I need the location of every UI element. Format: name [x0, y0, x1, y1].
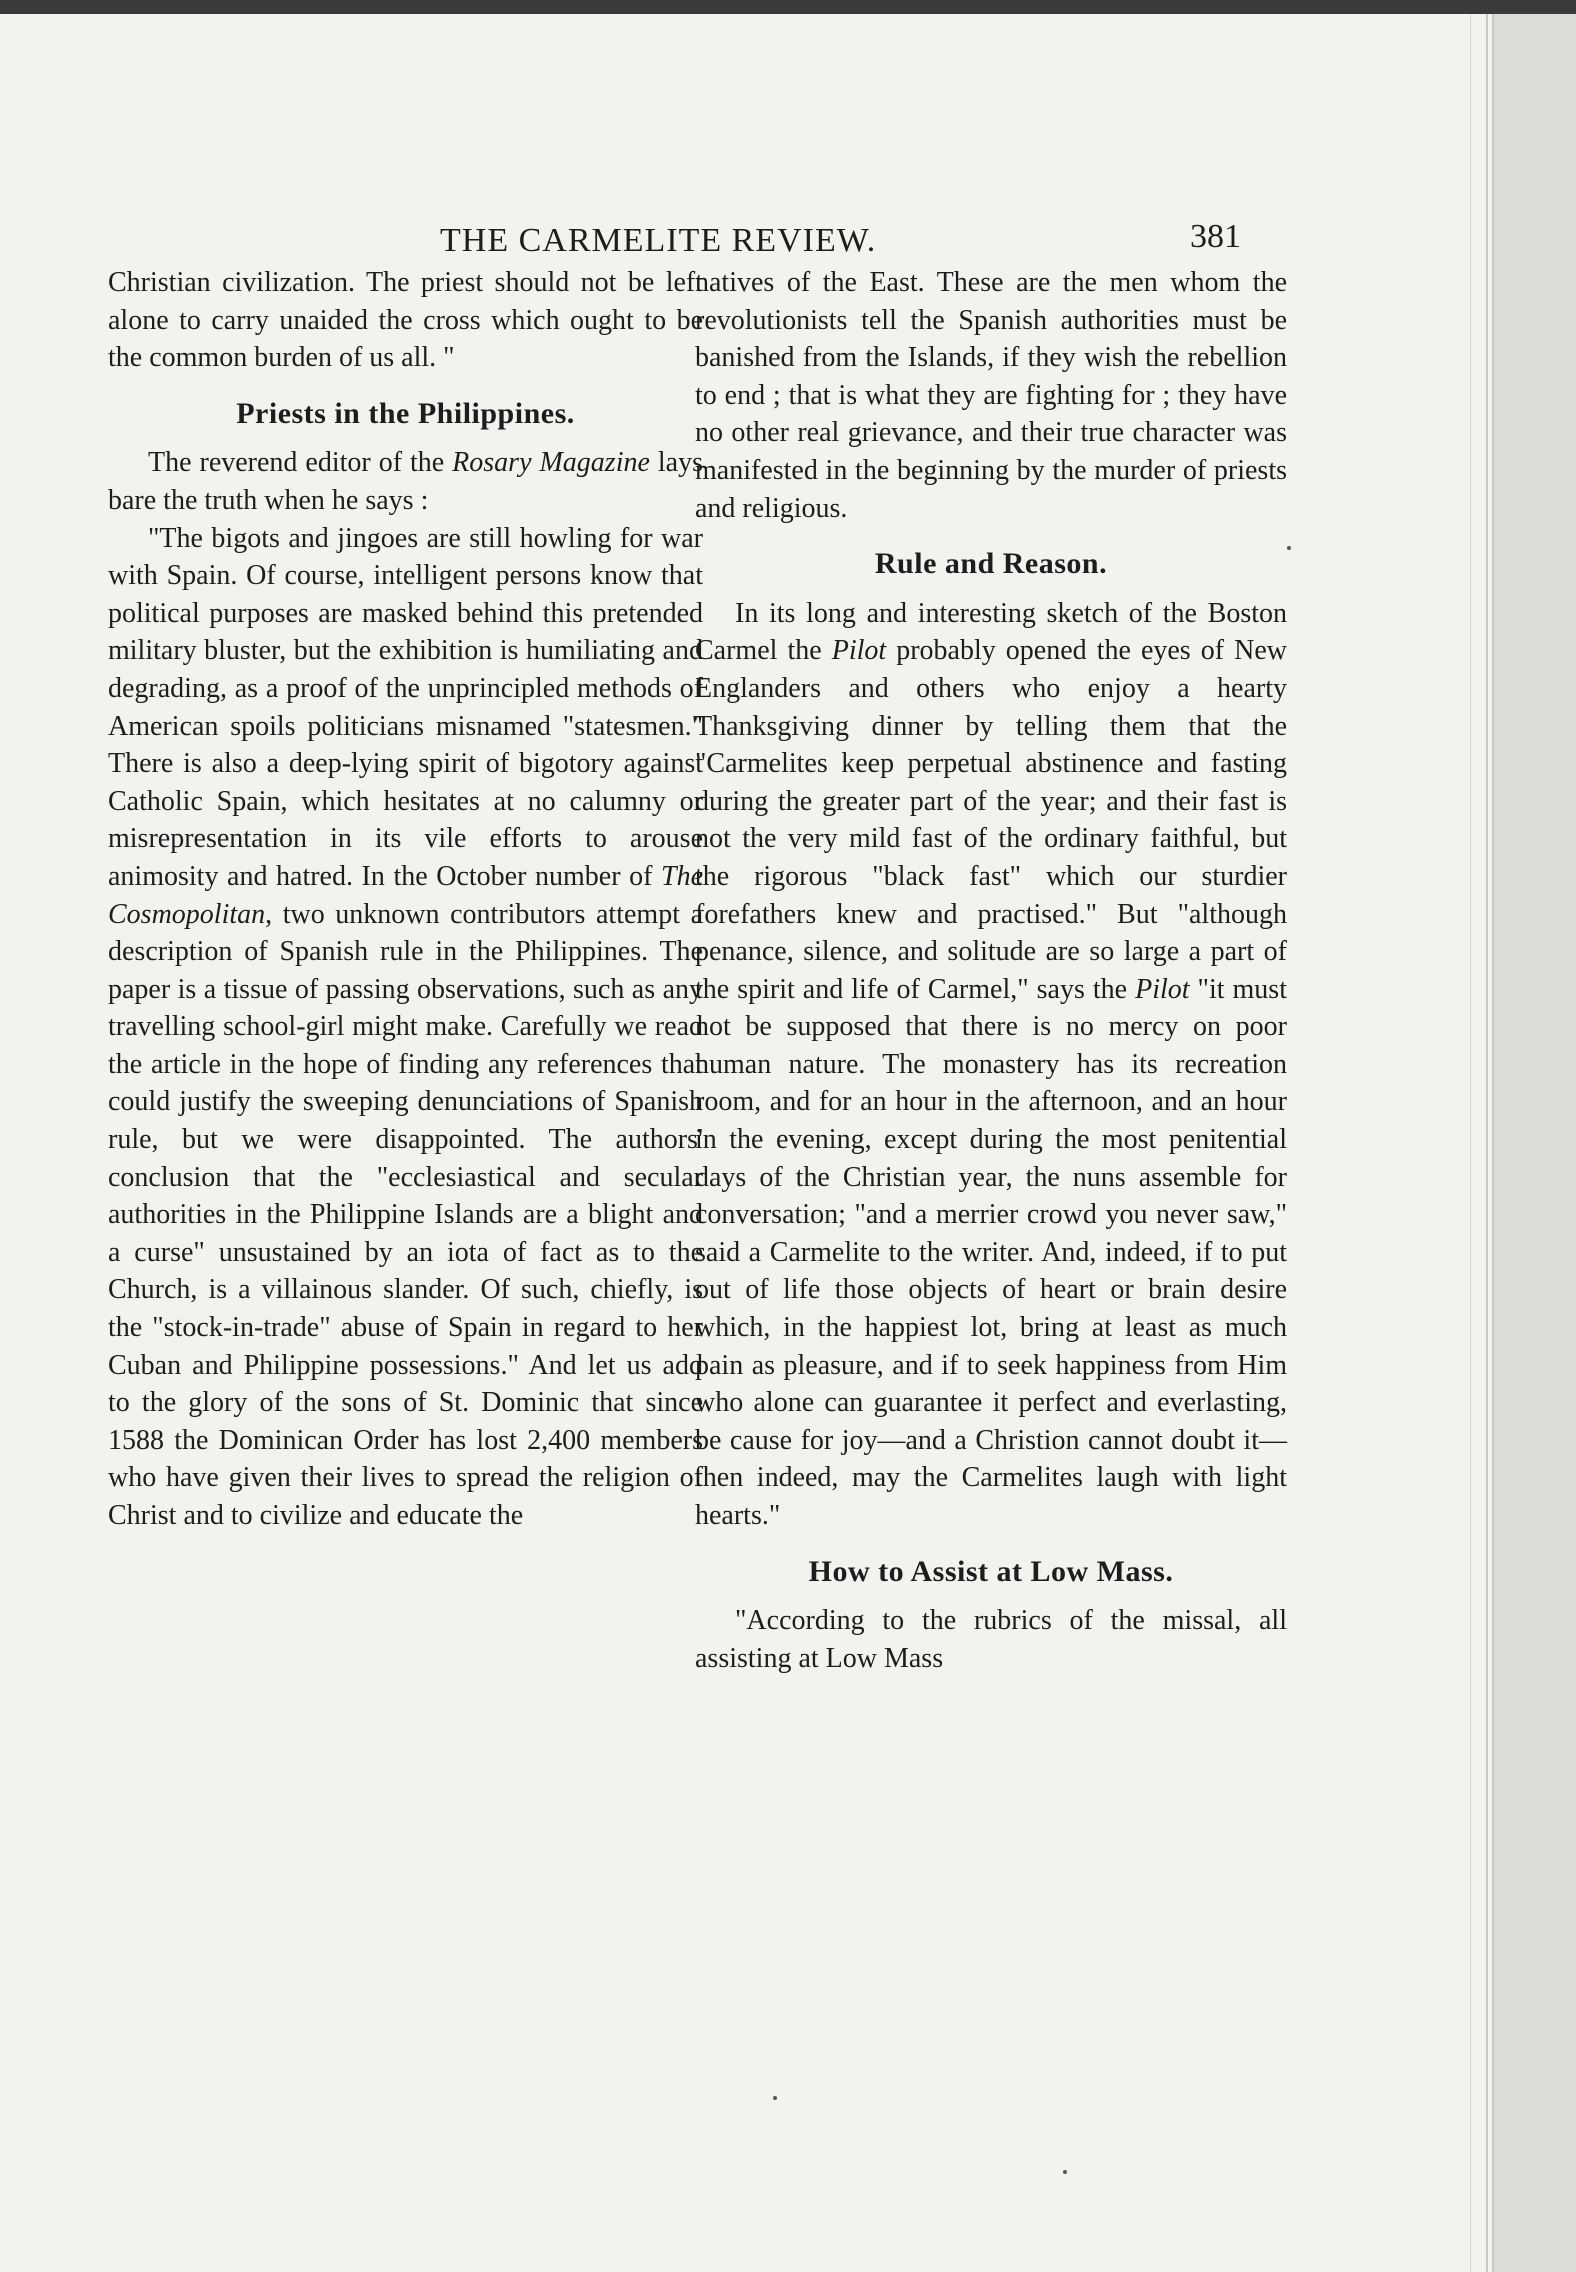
- publication-title: The Cosmopolitan: [108, 860, 703, 930]
- scan-speck: [1063, 2170, 1067, 2174]
- scan-speck: [1287, 546, 1291, 550]
- scan-right-margin: [1492, 14, 1576, 2272]
- left-column: [108, 264, 703, 1535]
- running-header: [110, 218, 1260, 268]
- scan-top-border: [0, 0, 1576, 14]
- paragraph: The reverend editor of the Rosary Magazine lays bare the truth when he says :: [108, 447, 703, 516]
- page-number: 381: [1190, 218, 1241, 255]
- journal-title: THE CARMELITE REVIEW.: [440, 222, 877, 259]
- paragraph: "According to the rubrics of the missal, all assisting at Low Mass: [695, 1605, 1287, 1674]
- publication-title: Pilot: [831, 635, 887, 667]
- publication-title: Pilot: [1135, 973, 1190, 1005]
- page-edge-line: [1470, 14, 1471, 2272]
- section-heading: Priests in the Philippines.: [236, 396, 575, 430]
- section-heading: How to Assist at Low Mass.: [808, 1554, 1174, 1588]
- right-column: [695, 264, 1287, 1677]
- quoted-paragraph: "The bigots and jingoes are still howling for war with Spain. Of course, intelligent persons know that political purposes are masked behind this pretended military bluster, but the exhibition is humiliating and degrading, as a proof of the unprincipled methods of American spoils politicians misnamed "statesmen." There is also a deep-lying spirit of bigotory against Catholic Spain, which hesitates at no calumny or misrepresentation in its vile efforts to arouse animosity and hatred. In the October number of The Cosmopolitan, two unknown contributors attempt a description of Spanish rule in the Philippines. The paper is a tissue of passing observations, such as any travelling school-girl might make. Carefully we read the article in the hope of finding any references that could justify the sweeping denunciations of Spanish rule, but we were disappointed. The authors' conclusion that the "ecclesiastical and secular authorities in the Philippine Islands are a blight and a curse" unsustained by an iota of fact as to the Church, is a villainous slander. Of such, chiefly, is the "stock-in-trade" abuse of Spain in regard to her Cuban and Philippine possessions." And let us add to the glory of the sons of St. Dominic that since 1588 the Dominican Order has lost 2,400 members who have given their lives to spread the religion of Christ and to civilize and educate the: [108, 522, 703, 1531]
- scan-speck: [773, 2096, 777, 2100]
- page-edge-line: [1486, 14, 1488, 2272]
- paragraph: Christian civilization. The priest should not be left alone to carry unaided the cross which ought to be the common burden of us all. ": [108, 267, 703, 374]
- section-heading: Rule and Reason.: [874, 547, 1108, 581]
- paragraph: natives of the East. These are the men whom the revolutionists tell the Spanish authorities must be banished from the Islands, if they wish the rebellion to end ; that is what they are fighting for ; they have no other real grievance, and their true character was manifested in the beginning by the murder of priests and religious.: [695, 267, 1287, 524]
- publication-title: Rosary Magazine: [452, 447, 650, 479]
- paragraph: In its long and interesting sketch of the Boston Carmel the Pilot probably opened the eyes of New Englanders and others who enjoy a hearty Thanksgiving dinner by telling them that the "Carmelites keep perpetual abstinence and fasting during the greater part of the year; and their fast is not the very mild fast of the ordinary faithful, but the rigorous "black fast" which our sturdier forefathers knew and practised." But "although penance, silence, and solitude are so large a part of the spirit and life of Carmel," says the Pilot "it must not be supposed that there is no mercy on poor human nature. The monastery has its recreation room, and for an hour in the afternoon, and an hour in the evening, except during the most penitential days of the Christian year, the nuns assemble for conversation; "and a merrier crowd you never saw," said a Carmelite to the writer. And, indeed, if to put out of life those objects of heart or brain desire which, in the happiest lot, bring at least as much pain as pleasure, and if to seek happiness from Him who alone can guarantee it perfect and everlasting, be cause for joy—and a Christion cannot doubt it—then indeed, may the Carmelites laugh with light hearts.": [695, 597, 1287, 1531]
